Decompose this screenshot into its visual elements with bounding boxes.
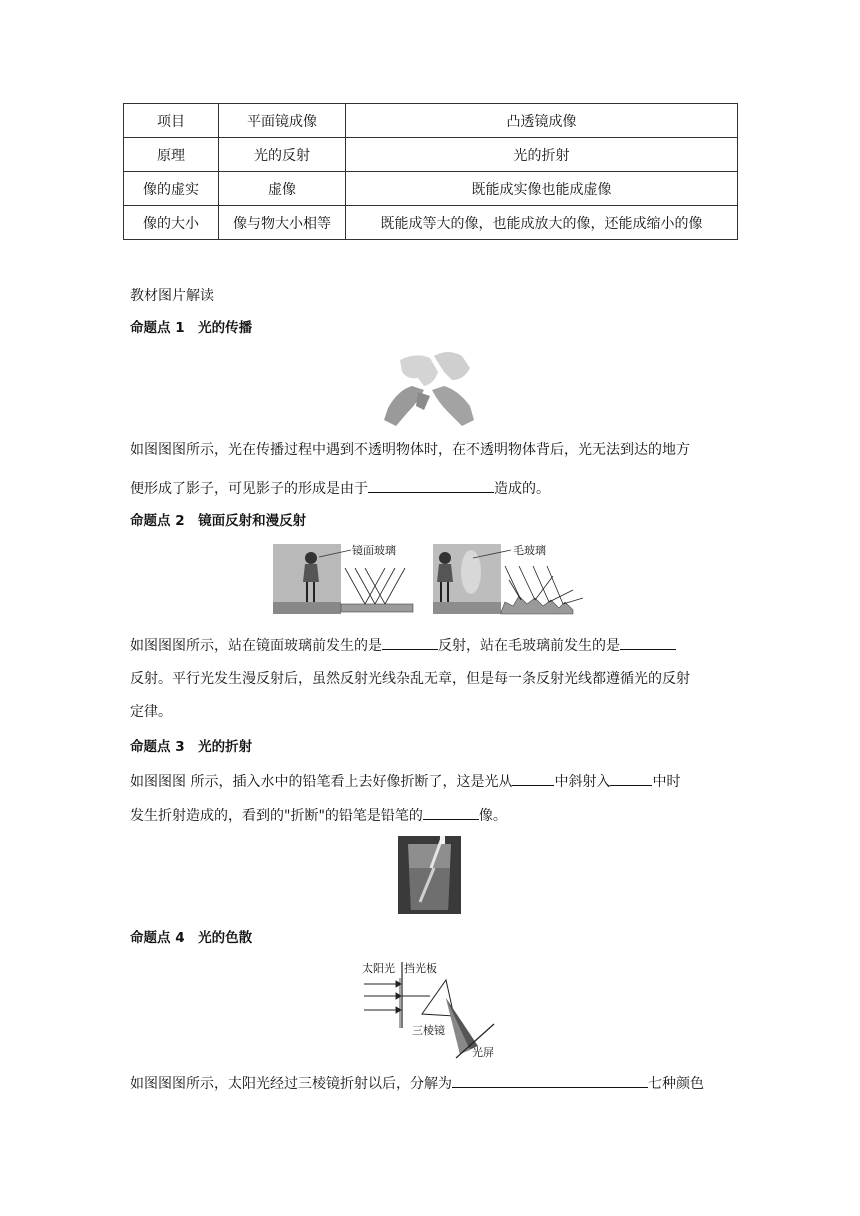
point3-line1 — [130, 770, 680, 792]
table-row — [124, 172, 738, 206]
dispersion-figure — [360, 958, 500, 1060]
table-row — [124, 206, 738, 240]
point3-heading: 命题点 3 光的折射 — [130, 739, 253, 755]
point3-line2 — [130, 804, 507, 826]
hand-shadow-figure — [378, 350, 480, 432]
label-screen: 光屏 — [472, 1046, 494, 1059]
point1-text-a: 便形成了影子，可见影子的形成是由于 — [130, 481, 368, 497]
point3-text-b: 中斜射入 — [554, 774, 611, 790]
label-prism: 三棱镜 — [412, 1024, 445, 1037]
point3-text-a: 如图图图 所示，插入水中的铅笔看上去好像折断了，这是光从 — [130, 774, 513, 790]
label-sunlight: 太阳光 — [362, 962, 395, 975]
point4-heading: 命题点 4 光的色散 — [130, 930, 253, 946]
point1-line1: 如图图图所示，光在传播过程中遇到不透明物体时，在不透明物体背后，光无法到达的地方 — [130, 442, 690, 458]
table-cell: 项目 — [124, 104, 219, 138]
point2-line2: 反射。平行光发生漫反射后，虽然反射光线杂乱无章，但是每一条反射光线都遵循光的反射 — [130, 671, 690, 687]
answer-blank[interactable] — [452, 1072, 648, 1088]
point3-text-b2: 像。 — [478, 808, 507, 824]
point2-text-b: 反射，站在毛玻璃前发生的是 — [438, 638, 620, 654]
point1-text-b: 造成的。 — [494, 481, 550, 497]
table-cell: 既能成等大的像，也能成放大的像，还能成缩小的像 — [346, 206, 738, 240]
table-cell: 光的反射 — [219, 138, 346, 172]
point2-line3: 定律。 — [130, 704, 172, 720]
answer-blank[interactable] — [610, 770, 652, 786]
table-cell: 像与物大小相等 — [219, 206, 346, 240]
table-cell: 平面镜成像 — [219, 104, 346, 138]
section-title: 教材图片解读 — [130, 288, 214, 304]
table-row — [124, 138, 738, 172]
reflection-figure — [273, 540, 588, 618]
answer-blank[interactable] — [368, 477, 494, 493]
point4-line1 — [130, 1072, 704, 1094]
point4-text-a: 如图图图所示，太阳光经过三棱镜折射以后，分解为 — [130, 1076, 452, 1092]
point1-heading: 命题点 1 光的传播 — [130, 320, 253, 336]
point4-text-b: 七种颜色 — [648, 1076, 704, 1092]
table-cell: 凸透镜成像 — [346, 104, 738, 138]
answer-blank[interactable] — [620, 634, 676, 650]
answer-blank[interactable] — [512, 770, 554, 786]
point2-heading: 命题点 2 镜面反射和漫反射 — [130, 513, 307, 529]
answer-blank[interactable] — [382, 634, 438, 650]
point2-line1 — [130, 634, 676, 656]
comparison-table — [123, 103, 738, 240]
table-cell: 虚像 — [219, 172, 346, 206]
table-cell: 像的大小 — [124, 206, 219, 240]
point3-text-a2: 发生折射造成的，看到的"折断"的铅笔是铅笔的 — [130, 808, 423, 824]
table-cell: 原理 — [124, 138, 219, 172]
pencil-in-water-figure — [398, 836, 461, 914]
point2-text-a: 如图图图所示，站在镜面玻璃前发生的是 — [130, 638, 382, 654]
table-row — [124, 104, 738, 138]
table-cell: 光的折射 — [346, 138, 738, 172]
label-mirror-glass: 镜面玻璃 — [352, 544, 396, 557]
label-frosted-glass: 毛玻璃 — [513, 544, 546, 557]
answer-blank[interactable] — [423, 804, 479, 820]
table-cell: 像的虚实 — [124, 172, 219, 206]
point3-text-c: 中时 — [652, 774, 681, 790]
point1-line2 — [130, 477, 550, 499]
label-light-barrier: 挡光板 — [404, 962, 437, 975]
table-cell: 既能成实像也能成虚像 — [346, 172, 738, 206]
